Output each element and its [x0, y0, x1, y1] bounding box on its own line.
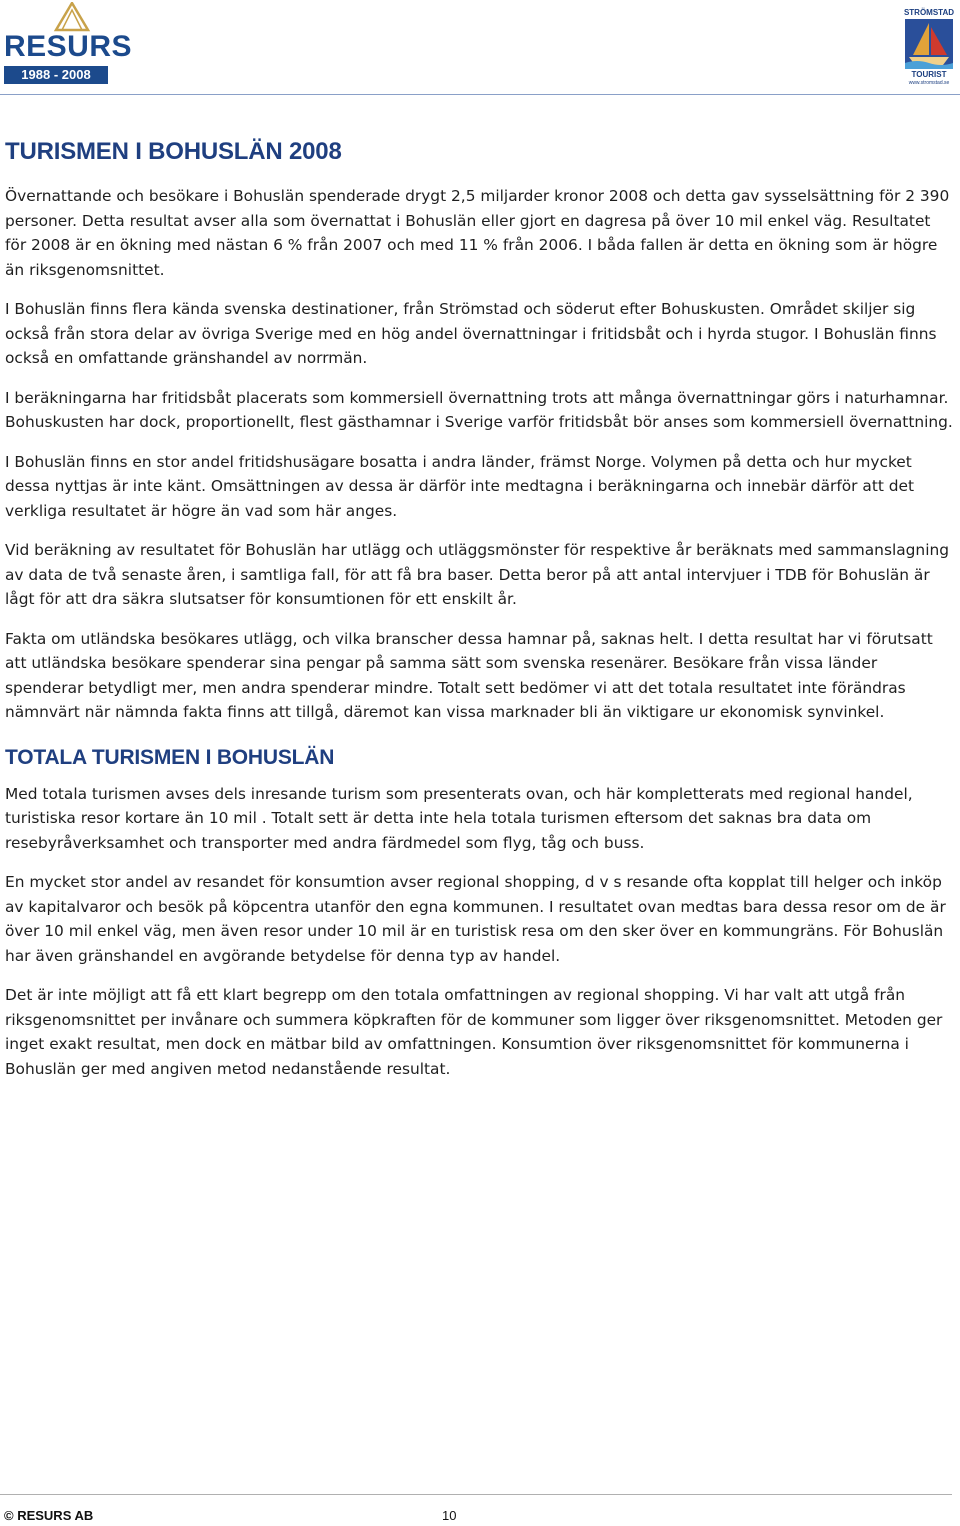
- resurs-logo-years: 1988 - 2008: [4, 66, 108, 84]
- paragraph: Fakta om utländska besökares utlägg, och vilka branscher dessa hamnar på, saknas helt. I detta resultat har vi förutsatt att utländska besökare spenderar sina pengar på samma sätt som svenska resenärer. Besökare från vissa länder spenderar betydligt mer, men andra spenderar mindre. Totalt sett bedömer vi att det totala resultatet inte förändras nämnvärt när nämnda fakta finns att tillgå, däremot kan vissa marknader bli än viktigare ur ekonomisk synvinkel.: [5, 629, 933, 721]
- stromstad-boat-icon: [905, 19, 953, 69]
- stromstad-logo-bottom-text: TOURIST: [911, 70, 947, 79]
- footer-divider: [0, 1494, 952, 1495]
- stromstad-logo-top-text: STRÖMSTAD: [903, 8, 955, 17]
- paragraph: I Bohuslän finns en stor andel fritidshusägare bosatta i andra länder, främst Norge. Volymen på detta och hur mycket dessa nyttjas är inte känt. Omsättningen av dessa är därför inte medtagna i beräkningarna och innebär därför att det verkliga resultatet är högre än vad som här anges.: [5, 452, 915, 520]
- resurs-logo: [4, 2, 133, 88]
- section-title-totala-turismen: TOTALA TURISMEN I BOHUSLÄN: [5, 745, 335, 769]
- section-title-turismen: TURISMEN I BOHUSLÄN 2008: [5, 138, 342, 165]
- page-header: [0, 0, 960, 100]
- paragraph: Vid beräkning av resultatet för Bohuslän har utlägg och utläggsmönster för respektive år beräknats med sammanslagning av data de två senaste åren, i samtliga fall, för att få bra baser. Detta beror på att antal intervjuer i TDB för Bohuslän är lågt för att dra säkra slutsatser för konsumtionen för ett enskilt år.: [5, 541, 949, 608]
- page-number: 10: [442, 1508, 457, 1523]
- paragraph: Med totala turismen avses dels inresande turism som presenterats ovan, och här kompletterats med regional handel, turistiska resor kortare än 10 mil . Totalt sett är detta inte hela totala turismen eftersom det saknas bra data om resebyråverksamhet och transporter med andra färdmedel som flyg, tåg och buss.: [5, 784, 913, 852]
- resurs-logo-word: RESURS: [4, 30, 133, 63]
- stromstad-logo-url: www.stromstad.se: [908, 80, 950, 86]
- paragraph: I beräkningarna har fritidsbåt placerats som kommersiell övernattning trots att många övernattningar görs i naturhamnar. Bohuskusten har dock, proportionellt, flest gästhamnar i Sverige varför fritidsbåt bör anses som kommersiell övernattning.: [5, 388, 953, 431]
- paragraph: Övernattande och besökare i Bohuslän spenderade drygt 2,5 miljarder kronor 2008 och detta gav sysselsättning för 2 390 personer. Detta resultat avser alla som övernattat i Bohuslän eller gjort en dagresa på över 10 mil enkel väg. Resultatet för 2008 är en ökning med nästan 6 % från 2007 och med 11 % från 2006. I båda fallen är detta en ökning som är högre än riksgenomsnittet.: [5, 187, 950, 279]
- footer-copyright: © RESURS AB: [4, 1508, 94, 1523]
- stromstad-tourist-logo: [902, 8, 956, 86]
- page-content: [5, 128, 955, 1096]
- paragraph: En mycket stor andel av resandet för konsumtion avser regional shopping, d v s resande ofta kopplat till helger och inköp av kapitalvaror och besök på köpcentra utanför den egna kommunen. I resultatet ovan medtas bara dessa resor om de är över 10 mil enkel väg, men även resor under 10 mil är en turistisk resa om den sker över en kommungräns. För Bohuslän har även gränshandel en avgörande betydelse för denna typ av handel.: [5, 873, 946, 965]
- paragraph: I Bohuslän finns flera kända svenska destinationer, från Strömstad och söderut efter Bohuskusten. Området skiljer sig också från stora delar av övriga Sverige med en hög andel övernattningar i fritidsbåt och i hyrda stugor. I Bohuslän finns också en omfattande gränshandel av norrmän.: [5, 300, 937, 367]
- resurs-logo-sail-icon: [52, 2, 92, 32]
- paragraph: Det är inte möjligt att få ett klart begrepp om den totala omfattningen av regional shopping. Vi har valt att utgå från riksgenomsnittet per invånare och summera köpkraften för de kommuner som ligger över riksgenomsnittet. Metoden ger inget exakt resultat, men dock en mätbar bild av omfattningen. Konsumtion över riksgenomsnittet för kommunerna i Bohuslän ger med angiven metod nedanstående resultat.: [5, 986, 943, 1078]
- header-divider: [0, 94, 960, 95]
